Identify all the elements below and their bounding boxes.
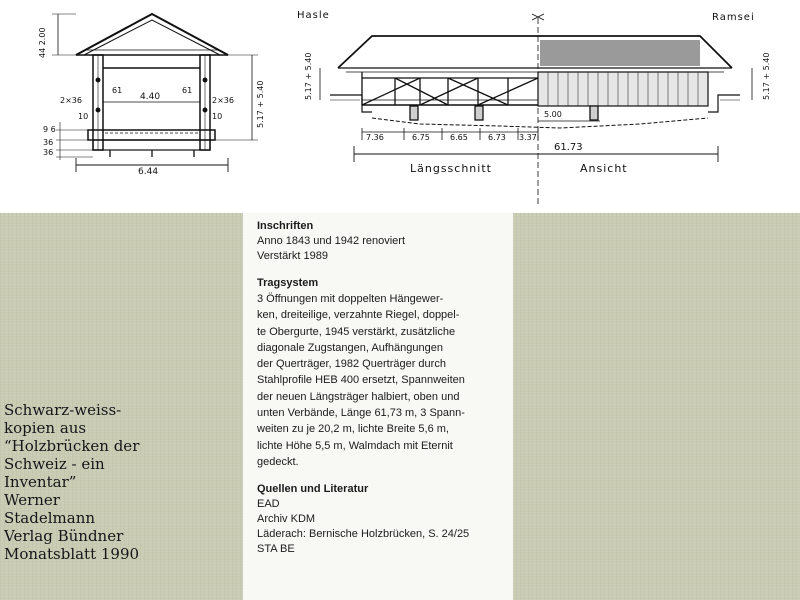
- credit-line: Verlag Bündner: [4, 527, 124, 545]
- quellen-heading: Quellen und Literatur: [257, 483, 369, 496]
- elev-clearance-label: 5.00: [544, 110, 562, 119]
- elev-span-1-label: 7.36: [366, 133, 384, 142]
- tragsystem-line: diagonale Zugstangen, Aufhängungen: [257, 341, 443, 354]
- cross-left-beam-label: 2×36: [60, 96, 82, 105]
- tragsystem-line: Stahlprofile HEB 400 ersetzt, Spannweiten: [257, 374, 465, 387]
- bridge-elevation: [320, 14, 752, 205]
- elev-span-2-label: 6.75: [412, 133, 430, 142]
- cross-stack-1-label: 9 6: [43, 125, 56, 134]
- cross-left-small-label: 10: [78, 112, 89, 121]
- tragsystem-line: weiten zu je 20,2 m, lichte Breite 5,6 m,: [257, 423, 449, 436]
- tragsystem-line: lichte Höhe 5,5 m, Walmdach mit Eternit: [257, 439, 453, 452]
- cross-inner-width-label: 4.40: [140, 92, 161, 102]
- credit-line: Schwarz-weiss-: [4, 401, 122, 419]
- tragsystem-line: te Obergurte, 1945 verstärkt, zusätzliche: [257, 325, 456, 338]
- cross-right-post-label: 61: [182, 86, 193, 95]
- quellen-line: EAD: [257, 498, 280, 511]
- quellen-line: Archiv KDM: [257, 513, 316, 526]
- elev-right-height-label: 5.17 + 5.40: [762, 52, 771, 100]
- caption-longitudinal-section: Längsschnitt: [410, 162, 492, 175]
- elev-total-length-label: 61.73: [554, 142, 583, 153]
- inschriften-line: Verstärkt 1989: [257, 250, 328, 262]
- source-credit: [4, 401, 204, 563]
- tragsystem-line: unten Verbände, Länge 61,73 m, 3 Spann-: [257, 407, 465, 420]
- cross-right-small-label: 10: [212, 112, 223, 121]
- inschriften-line: Anno 1843 und 1942 renoviert: [257, 235, 406, 247]
- credit-line: kopien aus: [4, 419, 87, 437]
- tragsystem-line: gedeckt.: [257, 455, 299, 468]
- credit-line: Schweiz - ein: [4, 455, 105, 473]
- cross-height-side-label: 5.17 + 5.40: [256, 80, 265, 128]
- tragsystem-heading: Tragsystem: [257, 277, 319, 289]
- credit-line: Werner: [4, 491, 60, 509]
- credit-line: Monatsblatt 1990: [4, 545, 140, 563]
- caption-elevation: Ansicht: [580, 162, 628, 175]
- credit-line: “Holzbrücken der: [4, 437, 140, 455]
- elev-span-3-label: 6.65: [450, 133, 468, 142]
- place-left-label: Hasle: [297, 10, 330, 21]
- elev-left-height-label: 5.17 + 5.40: [304, 52, 313, 100]
- cross-left-post-label: 61: [112, 86, 123, 95]
- cross-stack-2-label: 36: [43, 138, 54, 147]
- tragsystem-line: der neuen Längsträger halbiert, oben und: [257, 390, 460, 403]
- cross-right-beam-label: 2×36: [212, 96, 234, 105]
- quellen-line: STA BE: [257, 543, 295, 556]
- inschriften-heading: Inschriften: [257, 220, 314, 232]
- inventory-text-panel: [243, 213, 513, 600]
- tragsystem-paragraph: [257, 291, 513, 470]
- bridge-drawing: [0, 0, 800, 213]
- credit-line: Stadelmann: [4, 509, 96, 527]
- tragsystem-line: ken, dreiteilige, verzahnte Riegel, doppel-: [257, 309, 460, 322]
- quellen-line: Läderach: Bernische Holzbrücken, S. 24/25: [257, 528, 470, 541]
- bridge-drawing-svg: [0, 0, 800, 213]
- credit-line: Inventar”: [4, 473, 77, 491]
- tragsystem-line: der Querträger, 1982 Querträger durch: [257, 358, 446, 371]
- tragsystem-line: 3 Öffnungen mit doppelten Hängewer-: [257, 293, 444, 305]
- cross-outer-width-label: 6.44: [138, 167, 159, 177]
- elev-span-5-label: 3.37: [519, 133, 537, 142]
- cross-stack-3-label: 36: [43, 148, 54, 157]
- place-right-label: Ramsei: [712, 12, 755, 23]
- elev-span-4-label: 6.73: [488, 133, 506, 142]
- cross-height-top-label: 44 2.00: [38, 27, 47, 58]
